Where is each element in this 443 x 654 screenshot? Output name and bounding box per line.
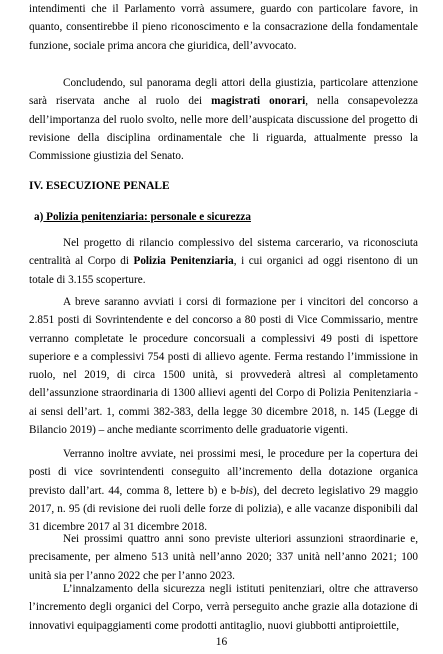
subsection-heading (34, 209, 251, 225)
paragraph-honorary-magistrates (29, 74, 418, 165)
text-run: L’innalzamento della sicurezza negli istituti penitenziari, oltre che attraverso l’incremento degli organici del Corpo, verrà perseguito anche grazie alla dotazione di innovativi equipaggiamenti come prodotti antitaglio, nuovi giubbotti antiproiettile, (29, 583, 418, 632)
text-run: intendimenti che il Parlamento vorrà assumere, guardo con particolare favore, in quanto, consentirebbe il pieno riconoscimento e la consacrazione della fondamentale funzione, sociale prima ancora che giuridica, dell’avvocato. (29, 3, 418, 52)
page-number: 16 (215, 636, 228, 648)
text-run: Nei prossimi quattro anni sono previste ulteriori assunzioni straordinarie e, precisamente, per almeno 513 unità nell’anno 2020; 337 unità nell’anno 2021; 100 unità sia per l’anno 2022 che per l’anno 2023. (29, 533, 418, 582)
paragraph-vice-superintendents (29, 445, 418, 536)
emphasis-italic: bis (239, 484, 253, 497)
paragraph-extraordinary-hiring (29, 530, 418, 585)
subsection-letter: a) (34, 211, 44, 223)
text-run: ), del decreto legislativo 29 maggio 2017, n. 95 (di revisione dei ruoli delle forze di polizia), e alle vacanze disponibili dal 31 dicembre 2017 al 31 dicembre 2018. (29, 484, 418, 534)
paragraph-training-courses (29, 293, 418, 439)
paragraph-police-centrality (29, 234, 418, 289)
emphasis-bold: Polizia Penitenziaria (133, 255, 234, 268)
section-heading: IV. ESECUZIONE PENALE (29, 180, 170, 192)
text-run: Verranno inoltre avviate, nei prossimi mesi, le procedure per la copertura dei posti di vice sovrintendenti conseguito all’incremento della dotazione organica previsto dall’art. 44, comma 8, lettere b) e b- (29, 448, 418, 497)
text-run: Concludendo, sul panorama degli attori della giustizia, particolare attenzione sarà riservata anche al ruolo dei (29, 77, 418, 108)
text-run: , nella consapevolezza dell’importanza del ruolo svolto, nelle more dell’auspicata discussione del progetto di revisione della disciplina ordinamentale che li riguarda, attualmente presso la Commissione giustizia del Senato. (29, 95, 418, 163)
text-run: A breve saranno avviati i corsi di formazione per i vincitori del concorso a 2.851 posti di Sovrintendente e del concorso a 80 posti di Vice Commissario, mentre verranno completate le procedure concorsuali a complessivi 49 posti di ispettore superiore e a complessivi 754 posti di allievo agente. Ferma restando l’immissione in ruolo, nel 2019, di circa 1500 unità, si provvederà altresì al completamento dell’assunzione straordinaria di 1300 allievi agenti del Corpo di Polizia Penitenziaria - ai sensi dell’art. 1, commi 382-383, della legge 30 dicembre 2018, n. 145 (Legge di Bilancio 2019) – anche mediante scorrimento delle graduatorie vigenti. (29, 296, 418, 437)
text-run: , i cui organici ad oggi risentono di un totale di 3.155 scoperture. (29, 255, 419, 286)
emphasis-bold: magistrati onorari (211, 95, 306, 108)
paragraph-security-equipment (29, 580, 418, 635)
paragraph-lawyer-role (29, 0, 418, 55)
text-run: Nel progetto di rilancio complessivo del sistema carcerario, va riconosciuta centralità al Corpo di (29, 237, 418, 268)
subsection-title: Polizia penitenziaria: personale e sicurezza (43, 211, 251, 223)
